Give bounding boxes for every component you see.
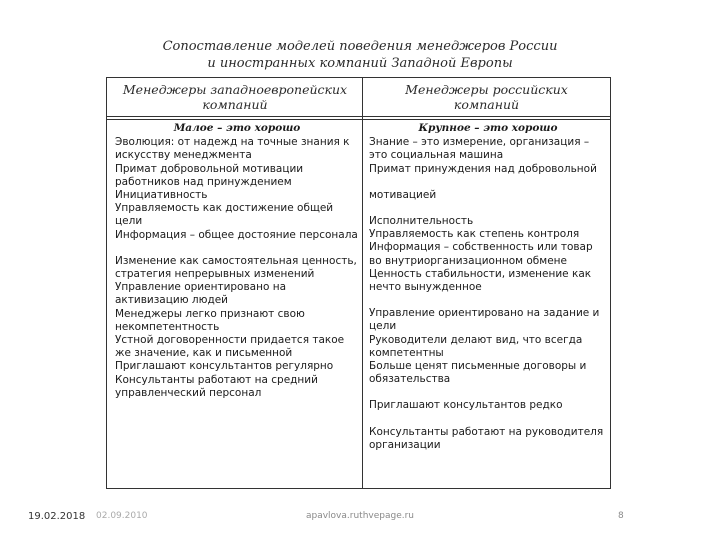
russian-item: Руководители делают вид, что всегда компетентны bbox=[369, 333, 583, 359]
header-right-line-1: Менеджеры российских bbox=[405, 82, 568, 97]
russian-column bbox=[369, 122, 607, 452]
russian-items-list bbox=[369, 136, 607, 452]
western-item: Эволюция: от надежд на точные знания к искусству менеджмента bbox=[115, 136, 350, 162]
russian-item: мотивацией bbox=[369, 188, 437, 201]
russian-item: Примат принуждения над добровольной bbox=[369, 162, 597, 175]
header-rule bbox=[107, 119, 610, 120]
russian-item: Приглашают консультантов редко bbox=[369, 399, 563, 412]
header-left-line-2: компаний bbox=[202, 97, 268, 112]
header-left-line-1: Менеджеры западноевропейских bbox=[122, 82, 348, 97]
slide-title bbox=[0, 38, 720, 72]
header-western-managers bbox=[107, 78, 363, 117]
russian-item: Управление ориентировано на задание и цели bbox=[369, 307, 600, 333]
western-item: Информация – общее достояние персонала bbox=[115, 228, 358, 241]
russian-item: Исполнительность bbox=[369, 215, 474, 228]
western-item: Менеджеры легко признают свою некомпетентность bbox=[115, 307, 305, 333]
western-item: Устной договоренности придается такое же значение, как и письменной bbox=[115, 334, 345, 360]
russian-item: Информация – собственность или товар во внутриорганизационном обмене bbox=[369, 241, 593, 267]
page-number: 8 bbox=[618, 511, 624, 521]
russian-spacer bbox=[369, 294, 607, 307]
russian-item: Знание – это измерение, организация – это социальная машина bbox=[369, 136, 590, 162]
russian-item: Ценность стабильности, изменение как нечто вынужденное bbox=[369, 267, 592, 294]
title-line-1: Сопоставление моделей поведения менеджеров России bbox=[162, 39, 558, 54]
western-item: Примат добровольной мотивации работников над принуждением bbox=[115, 162, 304, 188]
russian-item: Управляемость как степень контроля bbox=[369, 228, 580, 241]
russian-item: Больше ценят письменные договоры и обязательства bbox=[369, 360, 587, 386]
western-item: Консультанты работают на средний управленческий персонал bbox=[115, 373, 318, 399]
column-divider bbox=[362, 78, 363, 488]
western-item: Изменение как самостоятельная ценность, стратегия непрерывных изменений bbox=[115, 254, 357, 281]
western-column bbox=[115, 122, 359, 400]
footer-date-faded: 02.09.2010 bbox=[96, 511, 148, 521]
russian-spacer bbox=[369, 202, 607, 215]
western-item: Управляемость как достижение общей цели bbox=[115, 202, 334, 228]
russian-spacer bbox=[369, 413, 607, 426]
russian-spacer bbox=[369, 386, 607, 399]
comparison-table bbox=[106, 77, 611, 489]
subheader-small-is-good: Малое – это хорошо bbox=[173, 122, 301, 134]
russian-item: Консультанты работают на руководителя организации bbox=[369, 425, 604, 451]
subheader-big-is-good: Крупное – это хорошо bbox=[418, 122, 558, 134]
title-line-2: и иностранных компаний Западной Европы bbox=[207, 56, 513, 71]
footer-site: apavlova.ruthvepage.ru bbox=[305, 511, 415, 521]
footer-date: 19.02.2018 bbox=[28, 511, 86, 522]
western-item: Приглашают консультантов регулярно bbox=[115, 360, 334, 373]
western-items-list bbox=[115, 136, 359, 400]
header-russian-managers bbox=[363, 78, 610, 117]
western-item: Управление ориентировано на активизацию людей bbox=[115, 281, 287, 307]
russian-spacer bbox=[369, 176, 607, 189]
western-item: Инициативность bbox=[115, 189, 208, 202]
western-spacer bbox=[115, 242, 359, 255]
header-right-line-2: компаний bbox=[453, 97, 520, 112]
